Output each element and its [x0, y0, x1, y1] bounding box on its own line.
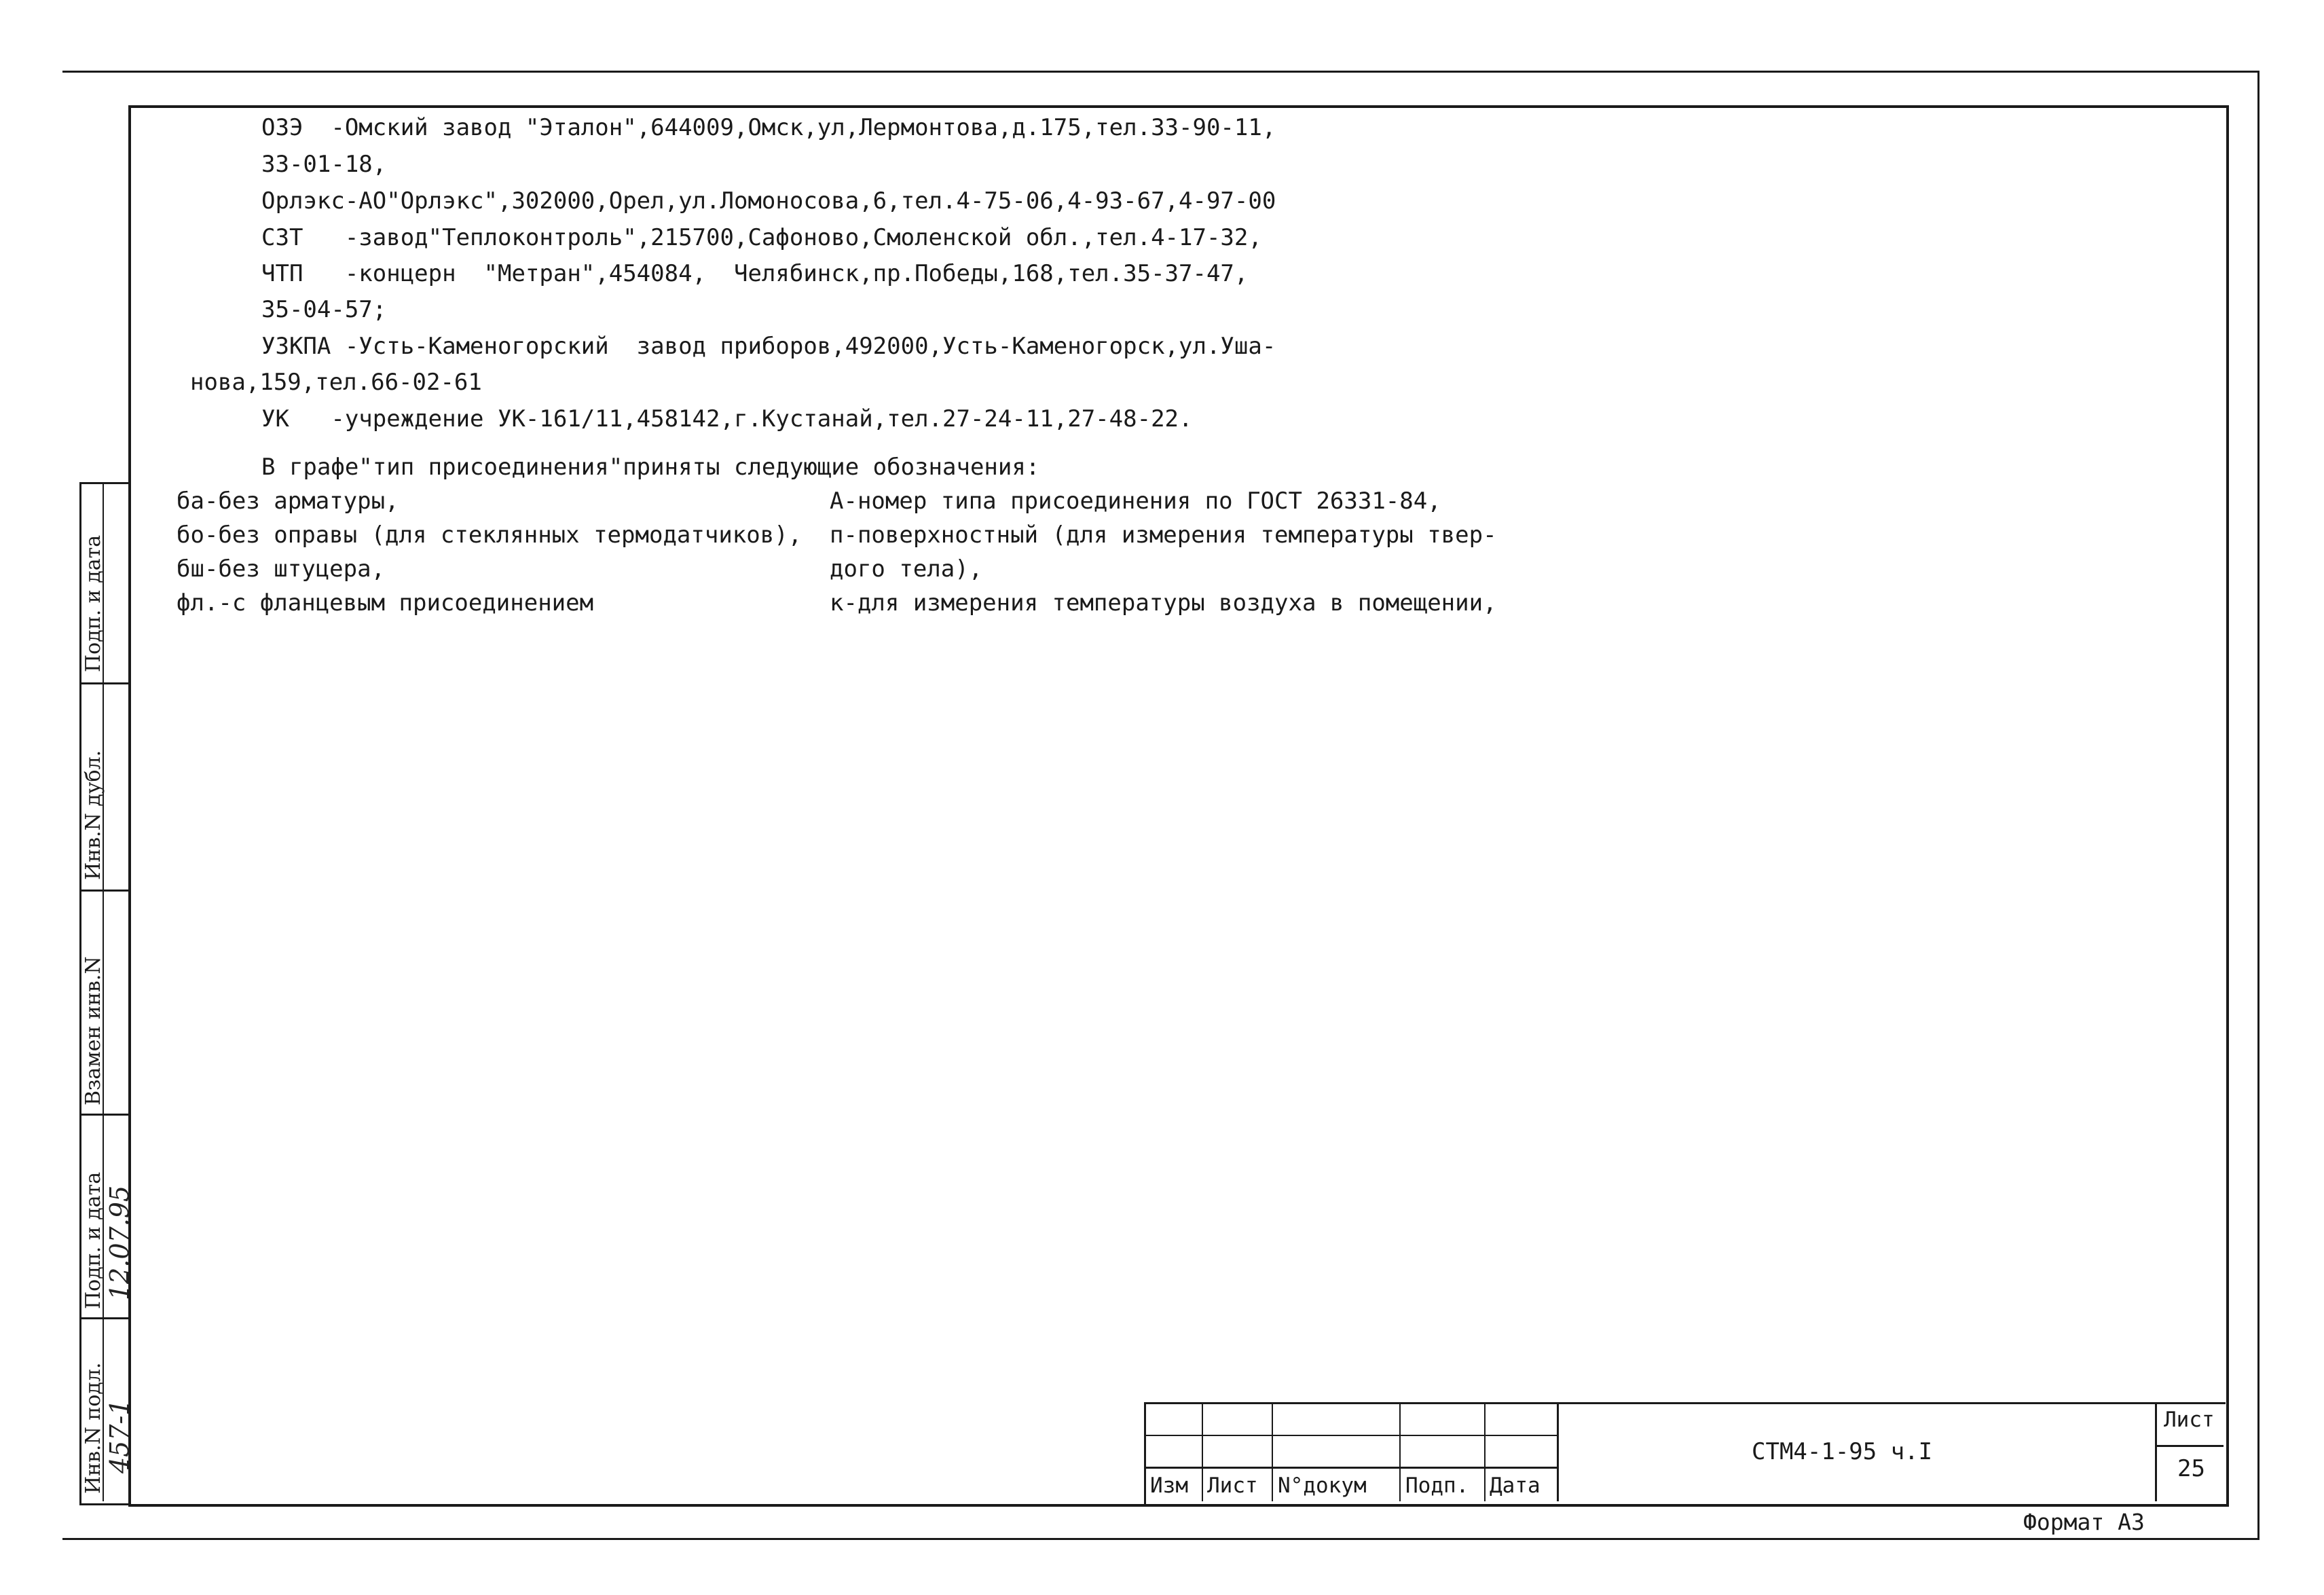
- legend-left-3: бш-без штуцера,: [177, 555, 386, 583]
- side-stamp-sep-1: [79, 682, 128, 684]
- supplier-line-6: 35-04-57;: [261, 296, 387, 323]
- supplier-line-8: нова,159,тел.66-02-61: [190, 369, 482, 396]
- title-grid-col-3: [1399, 1402, 1401, 1501]
- side-label-sign-date-1: Подп. и дата: [81, 534, 105, 672]
- trim-bottom-line: [62, 1538, 2260, 1540]
- legend-left-1: ба-без арматуры,: [177, 488, 399, 515]
- side-label-orig-inv: Инв.N подл.: [81, 1362, 105, 1494]
- legend-left-4: фл.-с фланцевым присоединением: [177, 589, 594, 617]
- header-doc-number: N°докум: [1278, 1473, 1367, 1498]
- side-label-replace-inv: Взамен инв.N: [81, 956, 105, 1105]
- side-stamp-sep-4: [79, 1317, 128, 1319]
- header-date: Дата: [1490, 1473, 1541, 1498]
- title-grid-col-2: [1272, 1402, 1273, 1501]
- title-grid-row-2: [1144, 1467, 1558, 1469]
- title-grid-row-1: [1144, 1435, 1558, 1436]
- format-label: Формат А3: [2023, 1509, 2145, 1535]
- supplier-line-2: 33-01-18,: [261, 151, 387, 178]
- legend-right-3: дого тела),: [830, 555, 983, 583]
- side-stamp-sep-3: [79, 1114, 128, 1116]
- header-change: Изм: [1150, 1473, 1188, 1498]
- side-label-dupl-inv: Инв.N дубл.: [81, 750, 105, 880]
- sheet-cell-mid: [2155, 1445, 2224, 1447]
- handwritten-inv-number: 457-1: [105, 1399, 134, 1473]
- header-sheet: Лист: [1207, 1473, 1258, 1498]
- supplier-line-1: ОЗЭ -Омский завод "Эталон",644009,Омск,ул,Лермонтова,д.175,тел.33-90-11,: [261, 114, 1276, 141]
- supplier-line-9: УК -учреждение УК-161/11,458142,г.Кустанай,тел.27-24-11,27-48-22.: [261, 405, 1193, 433]
- supplier-line-4: СЗТ -завод"Теплоконтроль",215700,Сафоново,Смоленской обл.,тел.4-17-32,: [261, 224, 1262, 251]
- title-grid-col-4: [1484, 1402, 1486, 1501]
- sheet-number: 25: [2177, 1455, 2205, 1482]
- supplier-line-7: УЗКПА -Усть-Каменогорский завод приборов,492000,Усть-Каменогорск,ул.Уша-: [261, 333, 1276, 360]
- trim-top-line: [62, 71, 2260, 73]
- header-signature: Подп.: [1405, 1473, 1469, 1498]
- supplier-line-5: ЧТП -концерн "Метран",454084, Челябинск,пр.Победы,168,тел.35-37-47,: [261, 260, 1249, 287]
- legend-right-2: п-поверхностный (для измерения температуры твер-: [830, 521, 1497, 549]
- drawing-frame: [128, 105, 2229, 1507]
- legend-intro: В графе"тип присоединения"приняты следующие обозначения:: [261, 454, 1040, 481]
- sheet-cell-left: [2155, 1402, 2157, 1501]
- title-grid-col-1: [1202, 1402, 1203, 1501]
- side-label-sign-date-2: Подп. и дата: [81, 1171, 105, 1309]
- supplier-line-3: Орлэкс-АО"Орлэкс",302000,Орел,ул.Ломоносова,6,тел.4-75-06,4-93-67,4-97-00: [261, 187, 1276, 215]
- legend-left-2: бо-без оправы (для стеклянных термодатчиков),: [177, 521, 803, 549]
- document-designation: СТМ4-1-95 ч.I: [1752, 1438, 1933, 1465]
- handwritten-date: 12.07.95: [105, 1185, 134, 1300]
- side-stamp-sep-2: [79, 890, 128, 892]
- sheet-label: Лист: [2164, 1408, 2215, 1432]
- legend-right-1: А-номер типа присоединения по ГОСТ 26331-84,: [830, 488, 1441, 515]
- title-grid-col-5: [1557, 1402, 1559, 1501]
- legend-right-4: к-для измерения температуры воздуха в помещении,: [830, 589, 1497, 617]
- trim-right-line: [2257, 71, 2260, 1540]
